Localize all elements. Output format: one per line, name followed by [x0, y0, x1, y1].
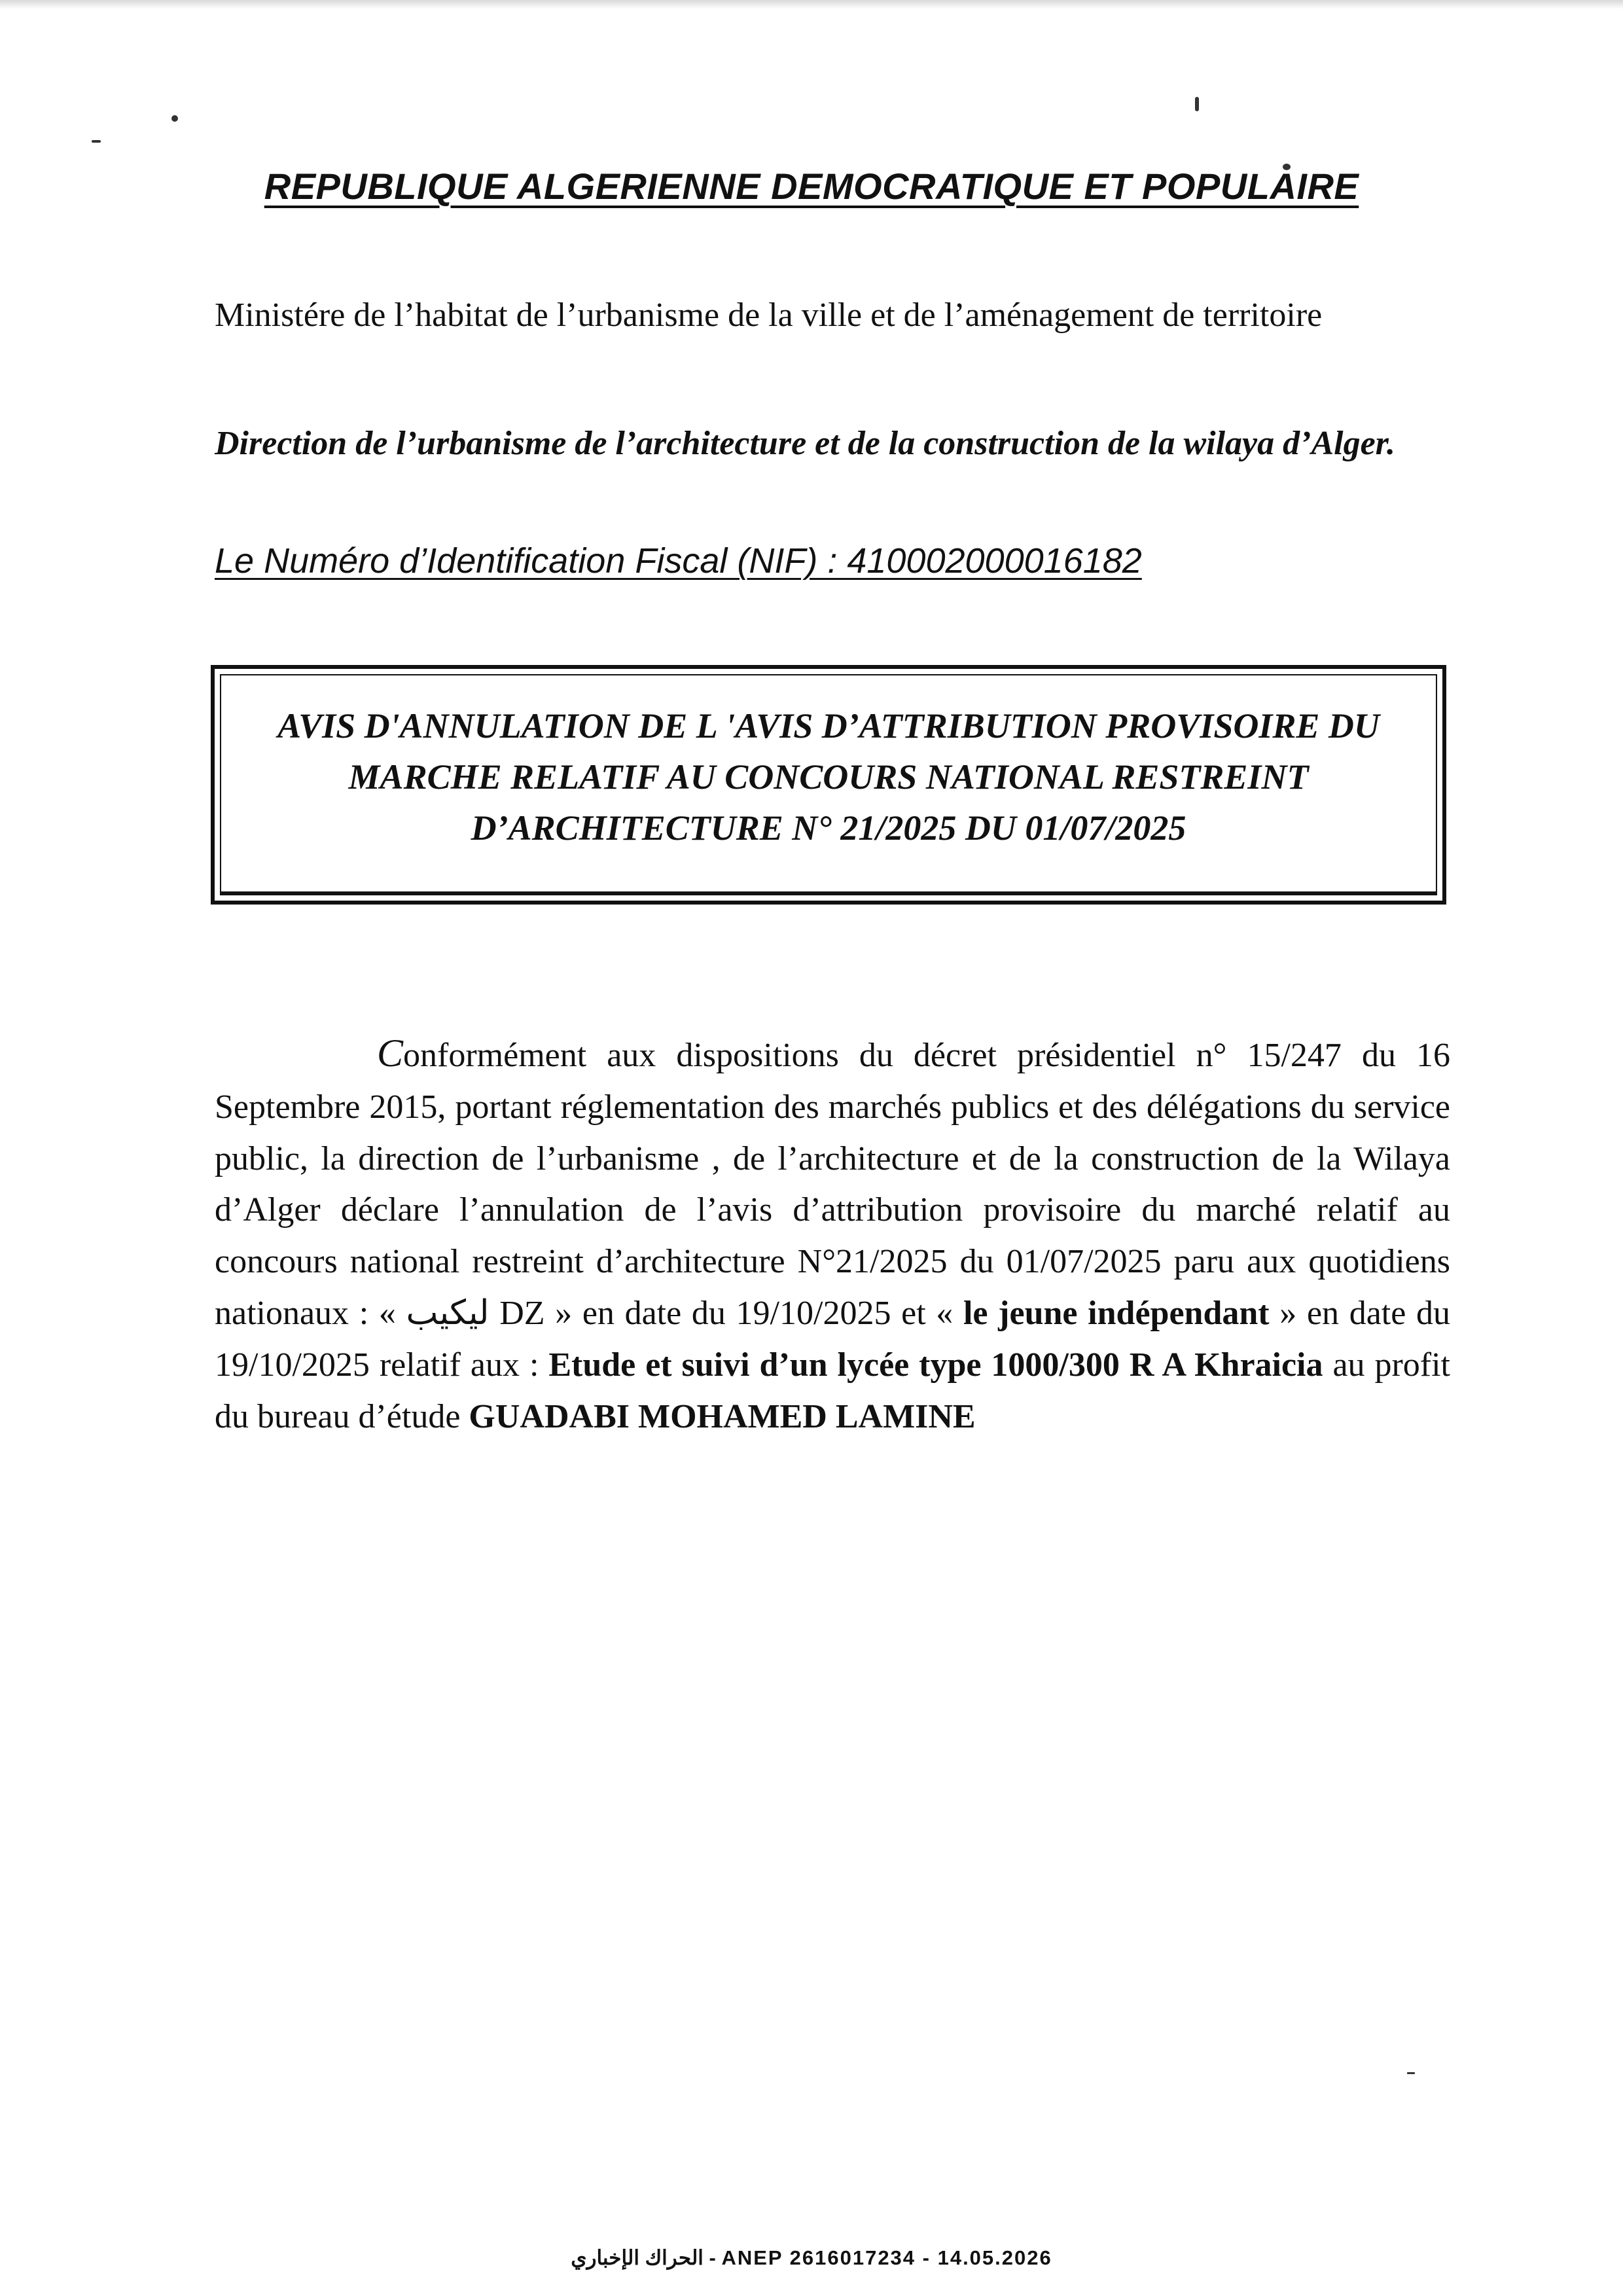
newspaper-name: le jeune indépendant [963, 1294, 1270, 1332]
scan-speck [171, 115, 178, 122]
notice-title-line: D’ARCHITECTURE N° 21/2025 DU 01/07/2025 [471, 808, 1186, 848]
drop-initial: C [377, 1031, 404, 1075]
ministry-name: Ministére de l’habitat de l’urbanisme de la ville et de l’aménagement de territoire [215, 296, 1323, 334]
fiscal-id-number: Le Numéro d’Identification Fiscal (NIF) : 410002000016182 [215, 541, 1142, 581]
notice-body-paragraph [215, 1028, 1450, 1443]
scan-edge-shadow [0, 0, 1623, 9]
notice-title-box [211, 665, 1446, 905]
body-text-segment: au profit du bureau d’étude [215, 1346, 1450, 1435]
scan-speck [92, 140, 101, 143]
scan-speck [1407, 2072, 1415, 2074]
project-name: Etude et suivi d’un lycée type 1000/300 R A Khraicia [548, 1346, 1323, 1384]
notice-title-line: MARCHE RELATIF AU CONCOURS NATIONAL RESTREINT [348, 757, 1309, 797]
publication-footer: الحراك الإخباري - ANEP 2616017234 - 14.05.2026 [571, 2246, 1052, 2269]
direction-name: Direction de l’urbanisme de l’architecture et de la construction de la wilaya d’Alger. [215, 425, 1396, 462]
body-text-segment: onformément aux dispositions du décret présidentiel n° 15/247 du 16 Septembre 2015, portant réglementation des marchés publics et des délégations du service public, la direction de l’urbanisme , de l’architecture et de la construction de la Wilaya d’Alger déclare l’annulation de l’avis d’attribution provisoire du marché relatif au concours national restreint d’architecture N°21/2025 du 01/07/2025 paru aux quotidiens nationaux : « ليكيب DZ » en date du 19/10/2025 et « [215, 1037, 1450, 1332]
bureau-name: GUADABI MOHAMED LAMINE [469, 1397, 976, 1435]
republic-heading: REPUBLIQUE ALGERIENNE DEMOCRATIQUE ET POPULAIRE [264, 166, 1359, 207]
notice-title [228, 700, 1429, 853]
body-text-segment: » en date du 19/10/2025 relatif aux : [215, 1294, 1450, 1384]
scan-speck [1195, 97, 1199, 111]
notice-title-line: AVIS D'ANNULATION DE L 'AVIS D’ATTRIBUTION PROVISOIRE DU [277, 706, 1380, 745]
